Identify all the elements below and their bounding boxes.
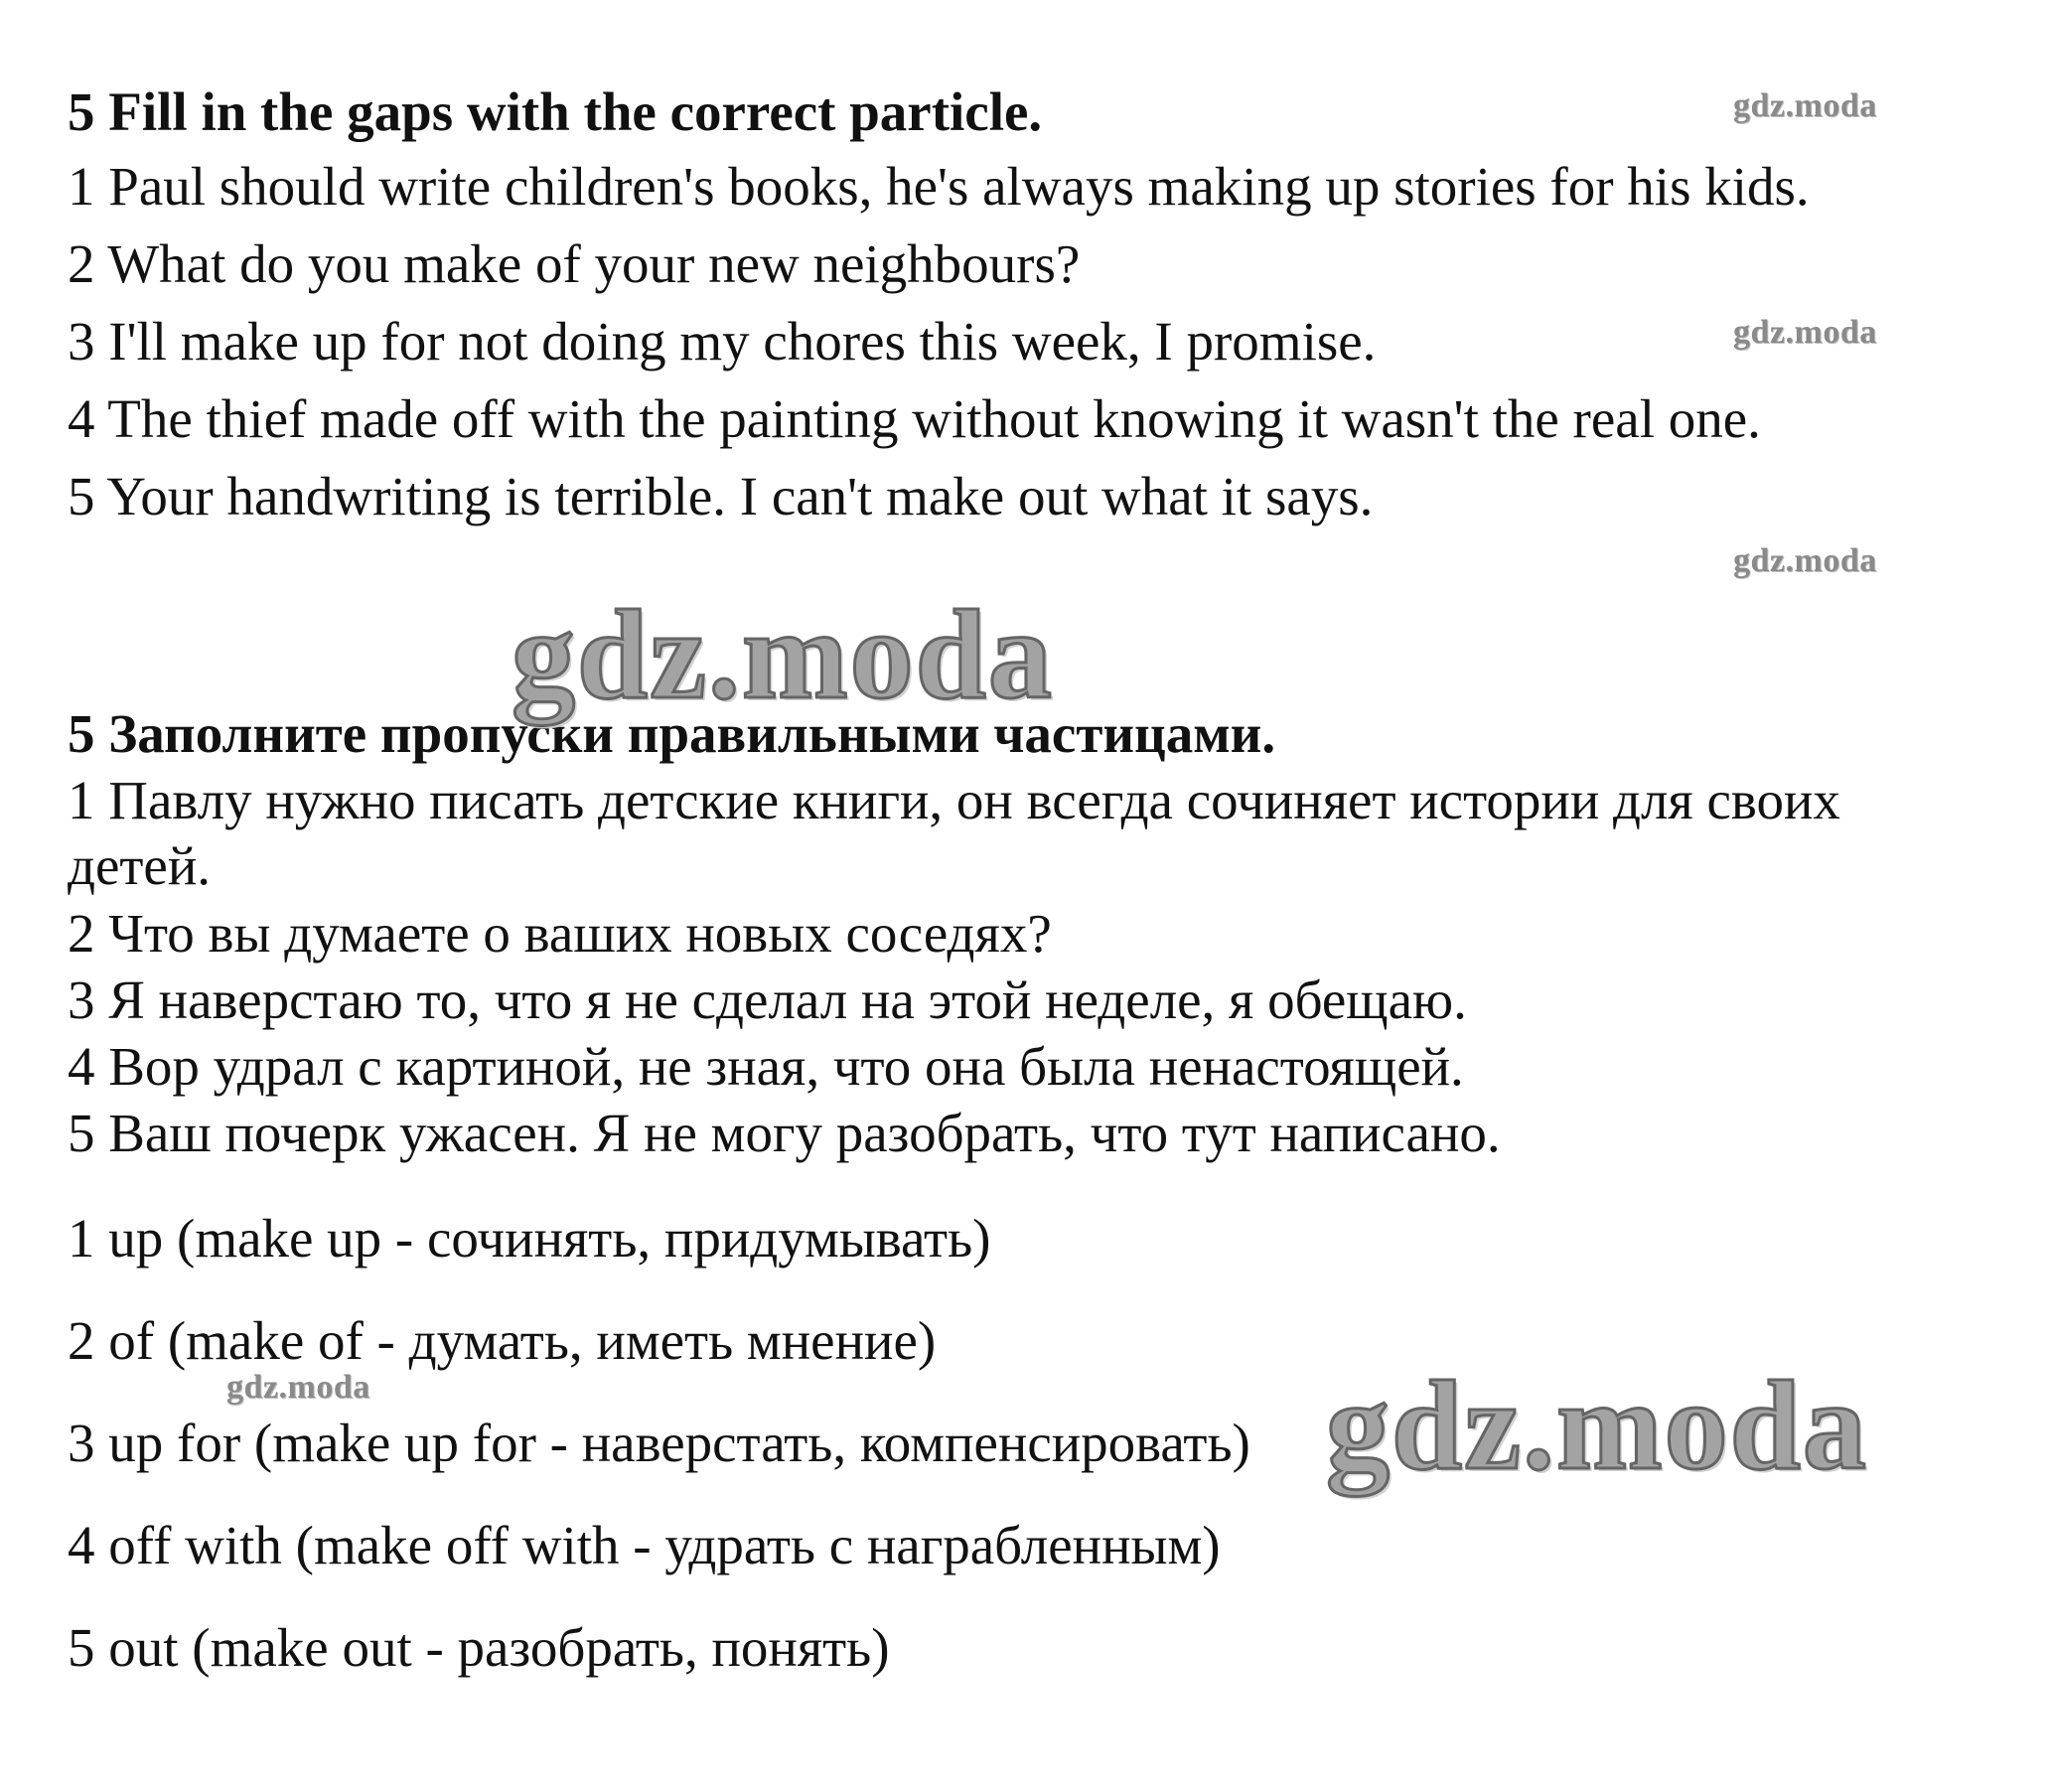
russian-item: 4 Вор удрал с картиной, не зная, что она была ненастоящей. — [68, 1036, 1464, 1097]
russian-heading: 5 Заполните пропуски правильными частицами. — [68, 703, 1276, 764]
answer-item: 5 out (make out - разобрать, понять) — [68, 1617, 890, 1678]
english-item: 4 The thief made off with the painting without knowing it wasn't the real one. — [68, 388, 1761, 449]
answer-item: 1 up (make up - сочинять, придумывать) — [68, 1208, 991, 1269]
english-item: 1 Paul should write children's books, he's always making up stories for his kids. — [68, 156, 1810, 217]
english-item: 3 I'll make up for not doing my chores this week, I promise. — [68, 311, 1377, 372]
russian-item: 2 Что вы думаете о ваших новых соседях? — [68, 903, 1052, 964]
russian-item: 3 Я наверстаю то, что я не сделал на этой неделе, я обещаю. — [68, 970, 1467, 1030]
answer-item: 3 up for (make up for - наверстать, компенсировать) — [68, 1413, 1250, 1473]
russian-item: 1 Павлу нужно писать детские книги, он всегда сочиняет истории для своих детей. — [68, 770, 1840, 896]
english-item: 5 Your handwriting is terrible. I can't make out what it says. — [68, 466, 1374, 526]
english-item: 2 What do you make of your new neighbours? — [68, 233, 1081, 294]
watermark-small: gdz.moda — [1733, 314, 1877, 351]
english-heading: 5 Fill in the gaps with the correct particle. — [68, 81, 1043, 142]
russian-item: 5 Ваш почерк ужасен. Я не могу разобрать, что тут написано. — [68, 1103, 1501, 1163]
watermark-large: gdz.moda — [1326, 1355, 1868, 1496]
answer-item: 4 off with (make off with - удрать с награбленным) — [68, 1515, 1221, 1575]
watermark-small: gdz.moda — [226, 1369, 370, 1406]
answer-item: 2 of (make of - думать, иметь мнение) — [68, 1310, 937, 1371]
watermark-small: gdz.moda — [1733, 87, 1877, 124]
watermark-large: gdz.moda — [512, 584, 1054, 725]
watermark-small: gdz.moda — [1733, 542, 1877, 579]
